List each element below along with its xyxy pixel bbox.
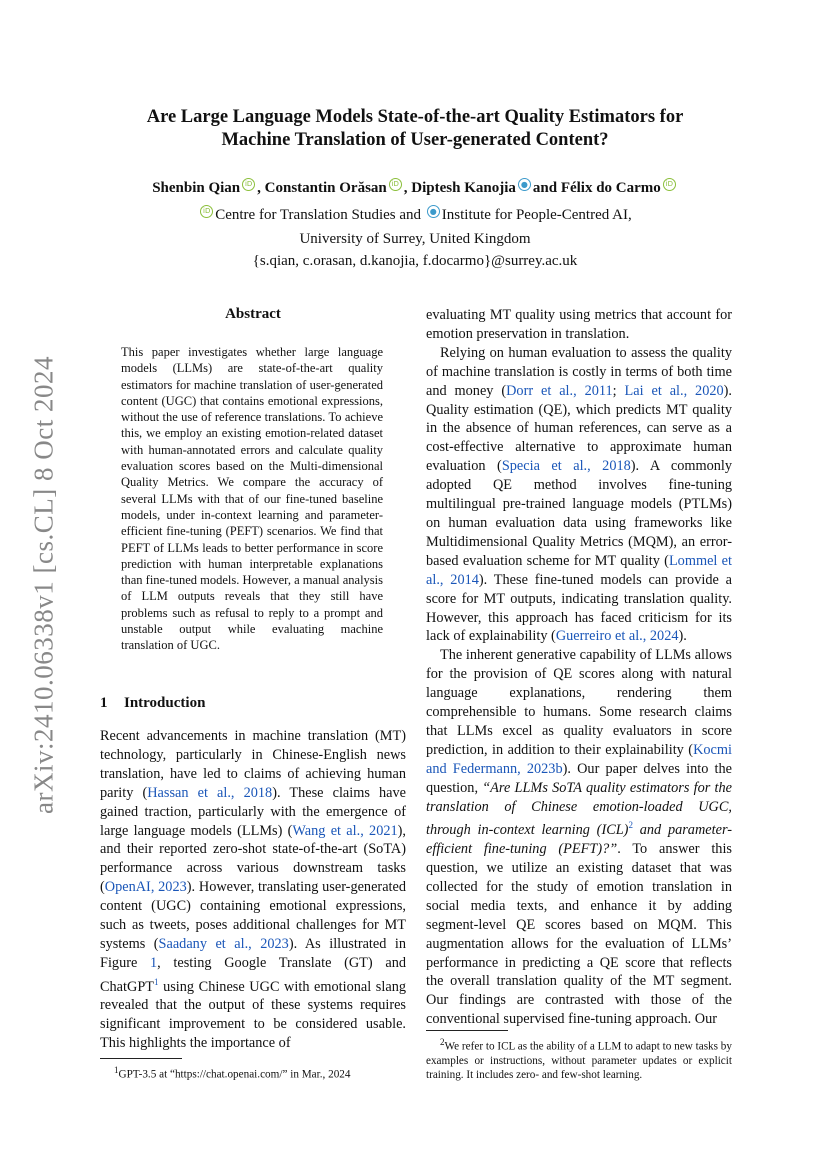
- citation-link[interactable]: Hassan et al., 2018: [147, 784, 273, 801]
- orcid-icon[interactable]: iD: [242, 178, 255, 191]
- globe-icon: ●: [518, 178, 531, 191]
- affiliation-line-2: University of Surrey, United Kingdom: [299, 231, 531, 247]
- arxiv-stamp: [14, 356, 74, 814]
- right-paragraph-3: The inherent generative capability of LLMs allows for the provision of QE scores along with natural language explanations, rendering them comprehensible to humans. Some research claims that LLMs excel as quality evaluators in score prediction, in addition to their explainability (Kocmi and Federmann, 2023b). Our paper delves into the question, “Are LLMs SoTA quality estimators for the translation of Chinese emotion-loaded UGC, through in-context learning (ICL)$^2$ and parameter-efficient fine-tuning (PEFT)?”. To answer this question, we utilize an existing dataset that was collected for the study of emotion translation in social media texts, and enhance it by adding segment-level QE scores based on MQM. This augmentation allows for the evaluation of LLMs’ performance in predicting a QE score that reflects the overall translation quality of the MT segment. Our findings are contrasted with those of the conventional supervised fine-tuning approach. Our: [426, 647, 732, 1028]
- intro-paragraph-1: Recent advancements in machine translation (MT) technology, particularly in Chinese-English news translation, have led to claims of achieving human parity (Hassan et al., 2018). These claims have gained traction, particularly with the emergence of large language models (LLMs) (Wang et al., 2021), and their reported zero-shot state-of-the-art (SoTA) performance across various downstream tasks (OpenAI, 2023). However, translating user-generated content (UGC) containing emotional expressions, such as tweets, poses additional challenges for MT systems (Saadany et al., 2023). As illustrated in Figure 1, testing Google Translate (GT) and ChatGPT$^1$ using Chinese UGC with emotional slang revealed that the output of these systems requires significant improvement to be considered usable. This highlights the importance of: [100, 728, 407, 1052]
- title-line-2: Machine Translation of User-generated Content?: [221, 130, 609, 150]
- author-3: Diptesh Kanojia: [411, 180, 516, 196]
- author-4: Félix do Carmo: [560, 180, 661, 196]
- citation-link[interactable]: Saadany et al., 2023: [158, 935, 289, 952]
- section-number: 1: [100, 695, 108, 711]
- author-list: [100, 178, 730, 197]
- right-paragraph-2: Relying on human evaluation to assess the quality of machine translation is costly in terms of both time and money (Dorr et al., 2011; Lai et al., 2020). Quality estimation (QE), which predicts MT quality in the absence of human references, can serve as a cost-effective alternative to approximate human evaluation (Specia et al., 2018). A commonly adopted QE method involves fine-tuning multilingual pre-trained language models (PTLMs) on human evaluation data using frameworks like Multidimensional Quality Metrics (MQM), an error-based evaluation scheme for MT quality (Lommel et al., 2014). These fine-tuned models can provide a score for MT outputs, indicating translation quality. However, this approach has faced criticism for its lack of explainability (Guerreiro et al., 2024).: [426, 344, 732, 645]
- title-line-1: Are Large Language Models State-of-the-art Quality Estimators for: [146, 107, 684, 127]
- citation-link[interactable]: Guerreiro et al., 2024: [555, 628, 679, 645]
- author-1: Shenbin Qian: [152, 180, 241, 196]
- author-separator: ,: [257, 180, 265, 196]
- section-heading-introduction: [100, 695, 205, 712]
- paper-title: [100, 106, 730, 152]
- footnote-rule: [426, 1030, 508, 1031]
- abstract-heading: Abstract: [225, 306, 281, 322]
- author-and: and: [532, 180, 561, 196]
- author-emails: {s.qian, c.orasan, d.kanojia, f.docarmo}@surrey.ac.uk: [252, 253, 578, 269]
- footnote-rule: [100, 1058, 182, 1059]
- citation-link[interactable]: Lai et al., 2020: [624, 382, 724, 399]
- research-question: “Are LLMs SoTA quality estimators for the translation of Chinese emotion-loaded UGC, through in-context learning (ICL): [426, 779, 732, 839]
- right-paragraph-1: evaluating MT quality using metrics that account for emotion preservation in translation.: [426, 307, 732, 342]
- right-column-text: [426, 306, 732, 1029]
- globe-icon: ●: [427, 205, 440, 218]
- citation-link[interactable]: Kocmi and Federmann, 2023b: [426, 741, 732, 777]
- footnote-link[interactable]: 2: [628, 820, 633, 831]
- author-2: Constantin Orăsan: [264, 180, 387, 196]
- orcid-icon[interactable]: iD: [389, 178, 402, 191]
- abstract-body: This paper investigates whether large language models (LLMs) are state-of-the-art quality estimators for machine translation of user-generated content (UGC) that contains emotional expressions, without the use of reference translations. To achieve this, we employ an existing emotion-related dataset with human-annotated errors and calculate quality evaluation scores based on the Multi-dimensional Quality Metrics. We compare the accuracy of several LLMs with that of our fine-tuned baseline models, under in-context learning and parameter-efficient fine-tuning (PEFT) scenarios. We find that PEFT of LLMs leads to better performance in score prediction with human interpretable explanations than fine-tuned models. However, a manual analysis of LLM outputs reveals that they still have problems such as refusal to reply to a prompt and unstable output while evaluating machine translation of UGC.: [121, 345, 383, 653]
- section-title: Introduction: [124, 695, 206, 711]
- research-question-end: and parameter-efficient fine-tuning (PEFT)?”: [426, 822, 732, 858]
- figure-link[interactable]: 1: [150, 954, 158, 971]
- footnote-text: GPT-3.5 at “https://chat.openai.com/” in Mar., 2024: [118, 1068, 351, 1081]
- citation-link[interactable]: Dorr et al., 2011: [506, 382, 613, 399]
- orcid-icon: iD: [200, 205, 213, 218]
- footnote-mark: 2: [440, 1037, 445, 1047]
- footnote-link[interactable]: 1: [154, 976, 159, 987]
- affiliation-pcai: Institute for People-Centred AI,: [441, 207, 632, 223]
- affiliation-line-1: [100, 205, 730, 224]
- citation-link[interactable]: OpenAI, 2023: [104, 879, 187, 896]
- arxiv-stamp-text: arXiv:2410.06338v1 [cs.CL] 8 Oct 2024: [28, 356, 59, 814]
- footnote-2: [426, 1035, 732, 1082]
- left-column-text: [100, 727, 406, 1053]
- citation-link[interactable]: Specia et al., 2018: [501, 458, 631, 475]
- footnote-1: [100, 1063, 406, 1082]
- orcid-icon[interactable]: iD: [663, 178, 676, 191]
- footnote-mark: 1: [114, 1065, 119, 1075]
- citation-link[interactable]: Lommel et al., 2014: [426, 552, 732, 588]
- affiliation-cts: Centre for Translation Studies and: [215, 207, 425, 223]
- author-separator: ,: [403, 180, 412, 196]
- footnote-text: We refer to ICL as the ability of a LLM to adapt to new tasks by examples or instructions, without parameter updates or explicit training. It includes zero- and few-shot learning.: [426, 1040, 732, 1081]
- citation-link[interactable]: Wang et al., 2021: [292, 822, 398, 839]
